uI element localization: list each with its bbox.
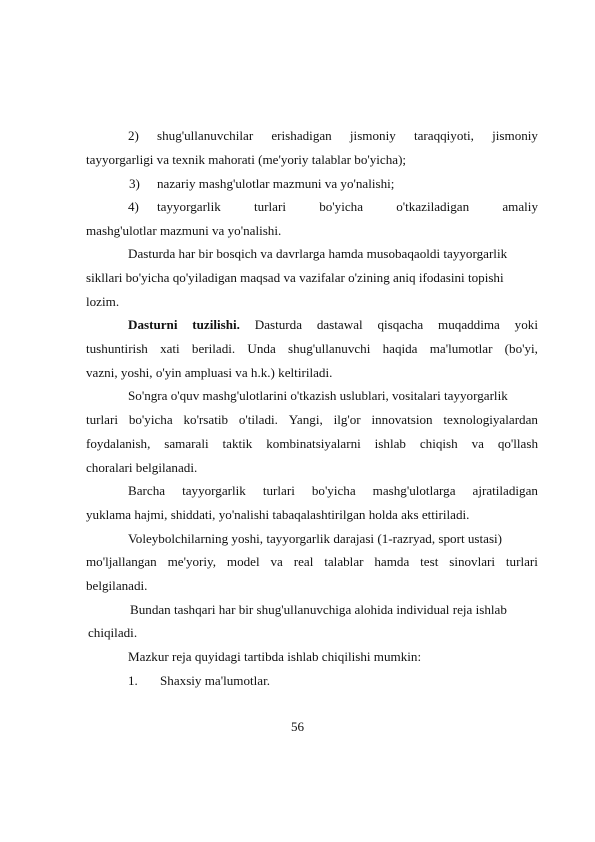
word: mo'ljallangan (86, 554, 157, 569)
list-item-text: nazariy mashg'ulotlar mazmuni va yo'nalishi; (157, 176, 395, 191)
word: qo'llash (497, 436, 538, 451)
word: foydalanish, (86, 436, 151, 451)
word: tushuntirish (86, 341, 148, 356)
list-number: 2) (128, 128, 139, 143)
word: amaliy (502, 199, 538, 214)
word: Dasturda (254, 317, 303, 332)
word: va (471, 436, 484, 451)
word: hamda (374, 554, 410, 569)
text-line: So'ngra o'quv mashg'ulotlarini o'tkazish uslublari, vositalari tayyorgarlik (128, 388, 508, 403)
text-line: Dasturda har bir bosqich va davrlarga hamda musobaqaoldi tayyorgarlik (128, 246, 508, 261)
word: yoki (514, 317, 538, 332)
word: Yangi, (288, 412, 323, 427)
word: talablar (324, 554, 364, 569)
list-item-line (157, 128, 538, 144)
word: ajratiladigan (472, 483, 538, 498)
list-number: 1. (128, 673, 138, 688)
word: turlari (253, 199, 286, 214)
list-item-line (157, 199, 538, 215)
word: ma'lumotlar (429, 341, 493, 356)
word: sinovlari (449, 554, 496, 569)
word: beriladi. (191, 341, 236, 356)
word: erishadigan (271, 128, 332, 143)
text-line: Mazkur reja quyidagi tartibda ishlab chiqilishi mumkin: (128, 649, 422, 664)
text-line (86, 412, 538, 428)
text-line: tayyorgarligi va texnik mahorati (me'yoriy talablar bo'yicha); (86, 152, 407, 167)
word: dastawal (316, 317, 363, 332)
page-number: 56 (290, 719, 305, 734)
word: real (293, 554, 314, 569)
word: ishlab (374, 436, 406, 451)
word: chiqish (419, 436, 458, 451)
word: (bo'yi, (504, 341, 538, 356)
word: ilg'or (333, 412, 361, 427)
heading-word: Dasturni (128, 317, 178, 332)
word: kombinatsiyalarni (266, 436, 361, 451)
text-line: choralari belgilanadi. (86, 460, 198, 475)
word: innovatsion (371, 412, 433, 427)
word: texnologiyalardan (443, 412, 538, 427)
word: bo'yicha (319, 199, 364, 214)
word: o'tkaziladigan (396, 199, 470, 214)
word: jismoniy (492, 128, 538, 143)
word: haqida (382, 341, 418, 356)
word: taraqqiyoti, (413, 128, 474, 143)
word: Unda (247, 341, 276, 356)
word: bo'yicha (311, 483, 356, 498)
text-line: chiqiladi. (88, 625, 138, 640)
word: shug'ullanuvchi (288, 341, 371, 356)
text-line (128, 317, 538, 333)
text-line: Bundan tashqari har bir shug'ullanuvchiga alohida individual reja ishlab (130, 602, 507, 617)
list-number: 3) (129, 176, 140, 191)
word: model (226, 554, 260, 569)
word: turlari (86, 412, 118, 427)
text-line: lozim. (86, 294, 120, 309)
word: test (420, 554, 439, 569)
word: bo'yicha (128, 412, 173, 427)
word: mashg'ulotlarga (372, 483, 456, 498)
word: me'yoriy, (167, 554, 217, 569)
word: va (270, 554, 283, 569)
word: tayyorgarlik (182, 483, 246, 498)
heading-word: tuzilishi. (192, 317, 240, 332)
text-line: mashg'ulotlar mazmuni va yo'nalishi. (86, 223, 282, 238)
text-line: vazni, yoshi, o'yin ampluasi va h.k.) keltiriladi. (86, 365, 333, 380)
text-line (86, 554, 538, 570)
list-number: 4) (128, 199, 139, 214)
word: muqaddima (438, 317, 500, 332)
word: o'tiladi. (238, 412, 278, 427)
word: jismoniy (349, 128, 396, 143)
word: qisqacha (377, 317, 424, 332)
word: shug'ullanuvchilar (157, 128, 254, 143)
text-line: sikllari bo'yicha qo'yiladigan maqsad va vazifalar o'zining aniq ifodasini topishi (86, 270, 504, 285)
text-line: Voleybolchilarning yoshi, tayyorgarlik darajasi (1-razryad, sport ustasi) (128, 531, 503, 546)
word: turlari (262, 483, 295, 498)
text-line (86, 341, 538, 357)
word: samarali (164, 436, 209, 451)
word: ko'rsatib (183, 412, 229, 427)
list-item-text: Shaxsiy ma'lumotlar. (160, 673, 271, 688)
text-line (86, 436, 538, 452)
word: xati (160, 341, 180, 356)
word: Barcha (128, 483, 166, 498)
text-line: yuklama hajmi, shiddati, yo'nalishi tabaqalashtirilgan holda aks ettiriladi. (86, 507, 470, 522)
word: tayyorgarlik (157, 199, 221, 214)
word: turlari (505, 554, 538, 569)
text-line: belgilanadi. (86, 578, 148, 593)
text-line (128, 483, 538, 499)
word: taktik (222, 436, 253, 451)
